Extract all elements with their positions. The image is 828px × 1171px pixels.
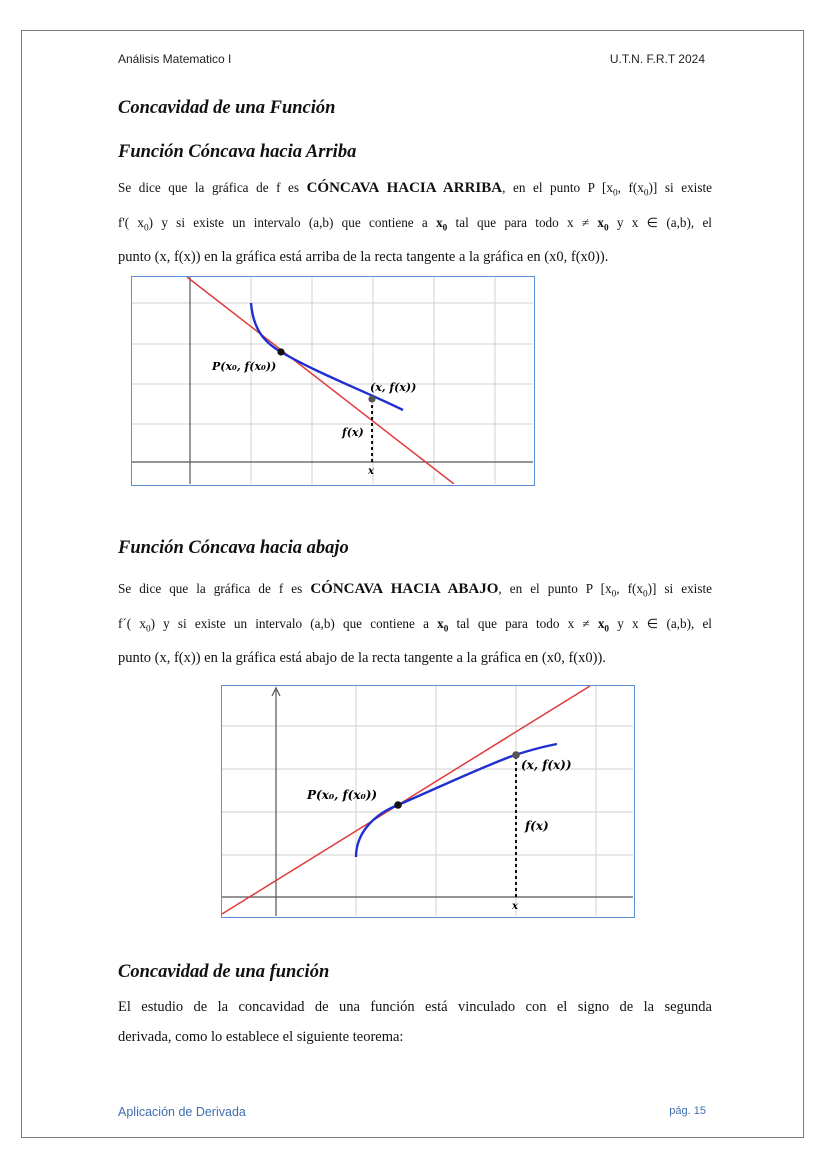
paragraph-line: derivada, como lo establece el siguiente teorema: <box>118 1029 404 1045</box>
page-number: pág. 15 <box>669 1105 706 1117</box>
text-segment: , f(x <box>616 581 643 596</box>
figure-concave-down <box>221 685 635 918</box>
paragraph-line: punto (x, f(x)) en la gráfica está abajo de la recta tangente a la gráfica en (x0, f(x0)). <box>118 650 606 667</box>
tangent-point-label: P(x₀, f(x₀)) <box>307 788 378 802</box>
concave-up-graph <box>132 277 533 484</box>
grid <box>132 277 533 484</box>
text-segment: tal que para todo x ≠ <box>447 214 598 230</box>
x0-term: x <box>436 214 443 230</box>
text-segment: , en el punto P [x <box>498 581 612 596</box>
tangent-point <box>277 348 284 355</box>
subscript: 0 <box>643 187 649 198</box>
subscript: 0 <box>144 222 149 233</box>
text-segment: Se dice que la gráfica de f es <box>118 180 307 195</box>
fx-label: f(x) <box>525 819 549 833</box>
subscript: 0 <box>604 623 610 634</box>
x-label: x <box>368 466 374 477</box>
subscript: 0 <box>603 222 609 233</box>
footer-left: Aplicación de Derivada <box>118 1105 246 1119</box>
x0-term: x <box>597 214 604 230</box>
paragraph-concave-down <box>118 574 712 673</box>
page-title: Concavidad de una Función <box>118 98 336 118</box>
text-segment: ) y si existe un intervalo (a,b) que contiene a <box>148 214 437 230</box>
text-segment: )] si existe <box>647 581 712 596</box>
subscript: 0 <box>642 588 648 599</box>
text-segment: y x ∈ (a,b), el <box>608 214 712 230</box>
paragraph-line: punto (x, f(x)) en la gráfica está arriba de la recta tangente a la gráfica en (x0, f(x0)). <box>118 249 609 266</box>
curve-point-label: (x, f(x)) <box>370 381 417 394</box>
text-segment: ) y si existe un intervalo (a,b) que contiene a <box>150 615 438 631</box>
x0-term: x <box>437 615 444 631</box>
section-title-concave-up: Función Cóncava hacia Arriba <box>118 142 357 162</box>
tangent-point <box>394 801 402 809</box>
curve-point <box>512 751 520 759</box>
section-title-concave-down: Función Cóncava hacia abajo <box>118 538 349 558</box>
concave-up-term: CÓNCAVA HACIA ARRIBA <box>306 180 503 196</box>
text-segment: , f(x <box>617 180 644 195</box>
curve-point <box>368 395 375 402</box>
tangent-line <box>222 686 590 914</box>
text-segment: f´( x <box>118 615 146 631</box>
subscript: 0 <box>145 623 151 634</box>
figure-concave-up <box>131 276 535 486</box>
x-label: x <box>512 901 518 912</box>
paragraph-concave-up <box>118 173 712 272</box>
paragraph-line: El estudio de la concavidad de una función está vinculado con el signo de la segunda <box>118 999 712 1015</box>
subscript: 0 <box>443 623 449 634</box>
grid <box>222 686 633 916</box>
subscript: 0 <box>611 588 617 599</box>
curve-point-label: (x, f(x)) <box>521 758 572 772</box>
subscript: 0 <box>442 222 448 233</box>
x0-term: x <box>597 615 605 631</box>
header-left: Análisis Matematico I <box>118 52 232 66</box>
text-segment: Se dice que la gráfica de f es <box>118 581 311 596</box>
text-segment: y x ∈ (a,b), el <box>609 615 712 631</box>
header-right: U.T.N. F.R.T 2024 <box>609 52 705 66</box>
paragraph-line <box>118 609 712 644</box>
tangent-point-label: P(x₀, f(x₀)) <box>212 360 277 373</box>
paragraph-concavity <box>118 992 712 1052</box>
paragraph-line <box>118 574 712 609</box>
text-segment: tal que para todo x ≠ <box>448 615 598 631</box>
fx-label: f(x) <box>342 426 364 439</box>
section-title-concavity: Concavidad de una función <box>118 962 330 982</box>
text-segment: , en el punto P [x <box>502 180 614 195</box>
subscript: 0 <box>613 187 618 198</box>
text-segment: f'( x <box>118 214 145 230</box>
paragraph-line <box>118 208 712 243</box>
concave-down-graph <box>222 686 633 916</box>
concave-down-term: CÓNCAVA HACIA ABAJO <box>310 581 499 597</box>
text-segment: )] si existe <box>648 180 712 195</box>
paragraph-line <box>118 173 712 208</box>
